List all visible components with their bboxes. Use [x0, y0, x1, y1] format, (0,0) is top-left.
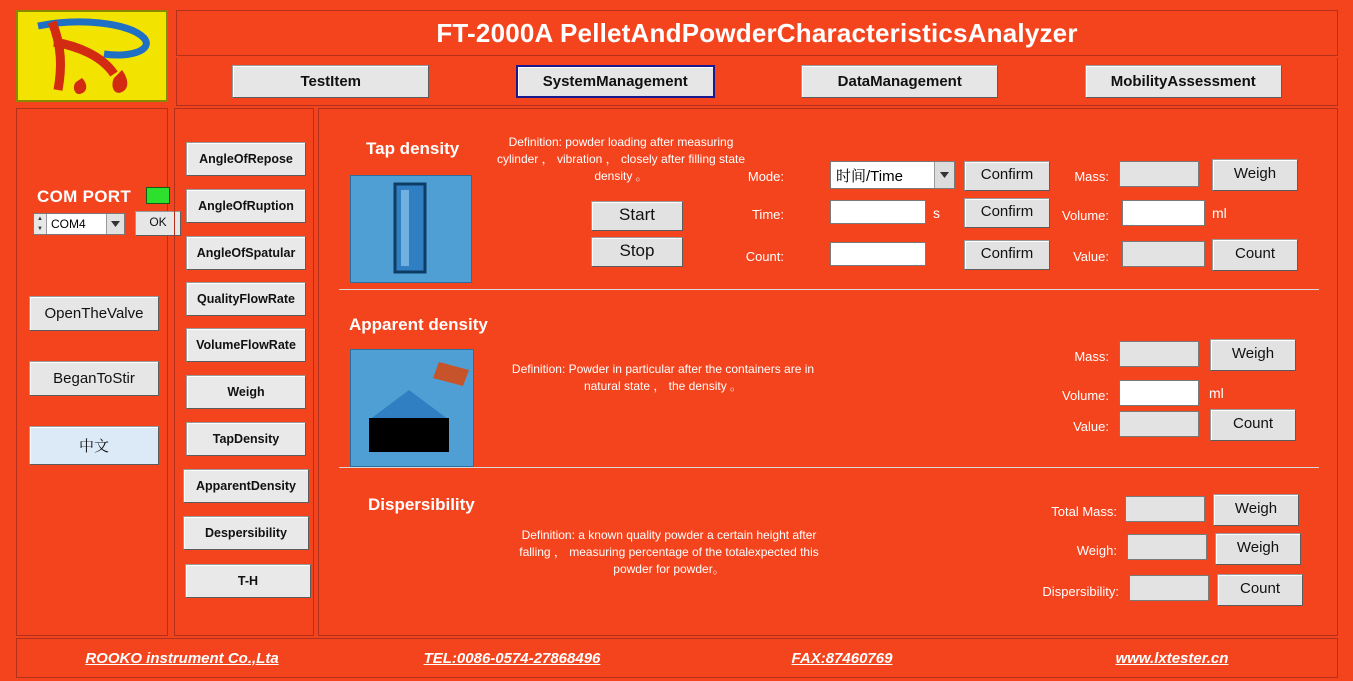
- sidebar: [16, 108, 168, 636]
- com-port-select[interactable]: [33, 213, 125, 235]
- apparent-volume-input[interactable]: [1119, 380, 1199, 406]
- connection-status-indicator: [146, 187, 170, 204]
- com-port-row: [33, 211, 181, 236]
- language-toggle-button[interactable]: 中文: [29, 426, 159, 465]
- divider: [339, 289, 1319, 290]
- footer-company: ROOKO instrument Co.,Lta: [85, 649, 279, 667]
- tap-mass-weigh-button[interactable]: Weigh: [1212, 159, 1298, 191]
- tab-systemmanagement[interactable]: SystemManagement: [516, 65, 715, 98]
- apparent-density-image: [350, 349, 474, 467]
- apparent-value-label: Value:: [1073, 419, 1109, 434]
- chevron-down-icon[interactable]: [934, 162, 954, 188]
- test-item-tapdensity[interactable]: TapDensity: [186, 422, 306, 456]
- tab-mobilityassessment[interactable]: MobilityAssessment: [1085, 65, 1282, 98]
- dispersibility-result-value: [1129, 575, 1209, 601]
- mode-confirm-button[interactable]: Confirm: [964, 161, 1050, 191]
- footer-fax: FAX:87460769: [791, 649, 893, 667]
- apparent-mass-label: Mass:: [1074, 349, 1109, 364]
- dispersibility-definition: Definition: a known quality powder a certain height after falling ， measuring percentage of the totalexpected this powder for powder。: [519, 528, 819, 576]
- tap-mass-label: Mass:: [1074, 169, 1109, 184]
- total-mass-weigh-button[interactable]: Weigh: [1213, 494, 1299, 526]
- time-confirm-button[interactable]: Confirm: [964, 198, 1050, 228]
- test-item-weigh[interactable]: Weigh: [186, 375, 306, 409]
- mode-label: Mode:: [747, 169, 784, 184]
- com-port-ok-button[interactable]: OK: [135, 211, 181, 236]
- began-to-stir-button[interactable]: BeganToStir: [29, 361, 159, 396]
- cylinder-graphic: [351, 176, 471, 282]
- tap-density-image: [350, 175, 472, 283]
- tab-datamanagement[interactable]: DataManagement: [801, 65, 998, 98]
- total-mass-value: [1125, 496, 1205, 522]
- test-item-angleofruption[interactable]: AngleOfRuption: [186, 189, 306, 223]
- total-mass-label: Total Mass:: [1051, 504, 1117, 519]
- chevron-down-icon[interactable]: [106, 214, 124, 234]
- test-item-angleofrepose[interactable]: AngleOfRepose: [186, 142, 306, 176]
- test-item-th[interactable]: T-H: [185, 564, 311, 598]
- count-confirm-button[interactable]: Confirm: [964, 240, 1050, 270]
- stop-button[interactable]: Stop: [591, 237, 683, 267]
- apparent-value-output: [1119, 411, 1199, 437]
- count-label: Count:: [745, 249, 784, 264]
- tap-volume-label: Volume:: [1062, 208, 1109, 223]
- test-item-volumeflowrate[interactable]: VolumeFlowRate: [186, 328, 306, 362]
- tap-volume-input[interactable]: [1122, 200, 1205, 226]
- mode-value: 时间/Time: [836, 167, 903, 185]
- apparent-density-definition: Definition: Powder in particular after the containers are in natural state ， the density 。: [511, 362, 815, 393]
- tap-value-output: [1122, 241, 1205, 267]
- footer-website[interactable]: www.lxtester.cn: [1115, 649, 1229, 667]
- title-bar: [176, 10, 1338, 56]
- com-port-value: COM4: [51, 216, 86, 231]
- page-title: FT-2000A PelletAndPowderCharacteristicsAnalyzer: [436, 17, 1078, 48]
- time-input[interactable]: [830, 200, 926, 224]
- count-input[interactable]: [830, 242, 926, 266]
- spinner-icon[interactable]: ▲ ▼: [34, 214, 47, 234]
- test-item-apparentdensity[interactable]: ApparentDensity: [183, 469, 309, 503]
- footer-tel: TEL:0086-0574-27868496: [423, 649, 601, 667]
- tap-value-label: Value:: [1073, 249, 1109, 264]
- com-port-label: COM PORT: [37, 187, 132, 206]
- test-item-despersibility[interactable]: Despersibility: [183, 516, 309, 550]
- tab-testitem[interactable]: TestItem: [232, 65, 429, 98]
- test-item-list: [174, 108, 314, 636]
- apparent-density-title: Apparent density: [349, 315, 488, 334]
- dispersibility-weigh-label: Weigh:: [1076, 543, 1117, 558]
- dispersibility-count-button[interactable]: Count: [1217, 574, 1303, 606]
- tap-mass-value: [1119, 161, 1199, 187]
- dispersibility-result-label: Dispersibility:: [1042, 584, 1119, 599]
- tap-volume-unit: ml: [1212, 205, 1227, 221]
- tap-density-definition: Definition: powder loading after measuring cylinder ， vibration ， closely after filling state density 。: [496, 135, 746, 183]
- apparent-volume-label: Volume:: [1062, 388, 1109, 403]
- apparent-count-button[interactable]: Count: [1210, 409, 1296, 441]
- open-the-valve-button[interactable]: OpenTheValve: [29, 296, 159, 331]
- time-label: Time:: [751, 207, 784, 222]
- dispersibility-title: Dispersibility: [368, 495, 475, 514]
- tap-density-title: Tap density: [366, 139, 460, 158]
- apparent-volume-unit: ml: [1209, 385, 1224, 401]
- rooko-logo: [16, 10, 168, 102]
- footer: [16, 638, 1338, 678]
- dispersibility-weigh-value: [1127, 534, 1207, 560]
- time-unit: s: [933, 205, 940, 221]
- logo-graphic: [18, 12, 166, 100]
- main-menu: [176, 58, 1338, 106]
- apparent-mass-value: [1119, 341, 1199, 367]
- test-item-qualityflowrate[interactable]: QualityFlowRate: [186, 282, 306, 316]
- main-panel: [318, 108, 1338, 636]
- dispersibility-weigh-button[interactable]: Weigh: [1215, 533, 1301, 565]
- mode-select[interactable]: [830, 161, 955, 189]
- container-graphic: [351, 350, 473, 466]
- apparent-mass-weigh-button[interactable]: Weigh: [1210, 339, 1296, 371]
- test-item-angleofspatular[interactable]: AngleOfSpatular: [186, 236, 306, 270]
- start-button[interactable]: Start: [591, 201, 683, 231]
- divider: [339, 467, 1319, 468]
- tap-count-button[interactable]: Count: [1212, 239, 1298, 271]
